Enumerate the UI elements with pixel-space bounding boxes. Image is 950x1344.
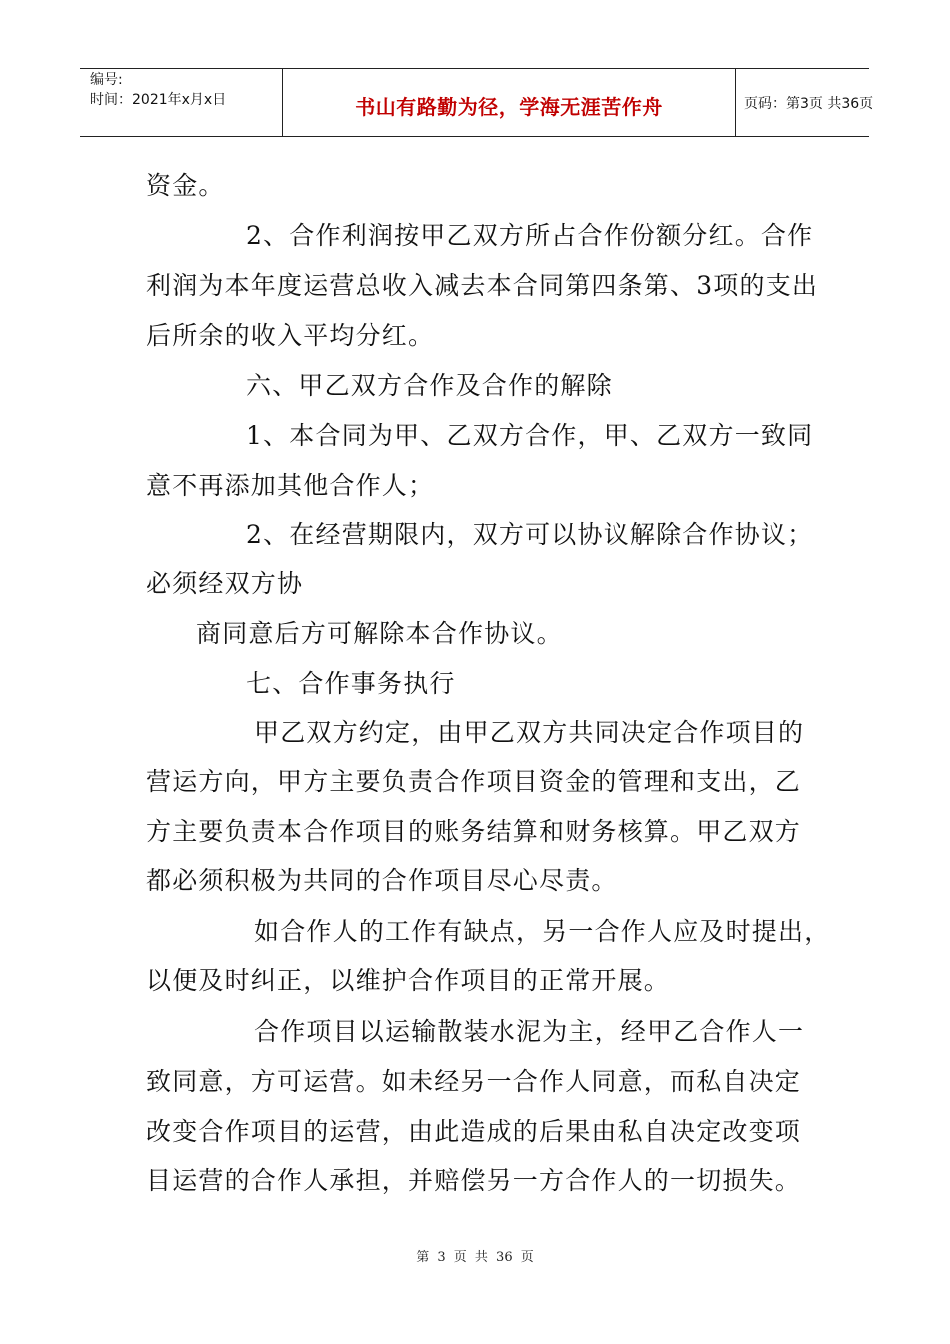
header-meta-cell [80,69,282,136]
document-date-label: 时间：2021年x月x日 [90,92,227,108]
body-line: 致同意，方可运营。如未经另一合作人同意，而私自决定 [146,1067,802,1096]
header-motto: 书山有路勤为径，学海无涯苦作舟 [355,95,663,119]
body-line: 商同意后方可解除本合作协议。 [196,619,563,648]
body-line: 2、合作利润按甲乙双方所占合作份额分红。合作 [246,221,814,250]
body-line: 如合作人的工作有缺点，另一合作人应及时提出， [254,917,831,946]
body-line: 改变合作项目的运营，由此造成的后果由私自决定改变项 [146,1117,802,1146]
body-line: 营运方向，甲方主要负责合作项目资金的管理和支出，乙 [146,767,802,796]
header-page-info: 页码：第3页 共36页 [744,96,874,112]
header-motto-cell [282,69,736,136]
header-page-cell [736,69,874,136]
body-line: 意不再添加其他合作人； [146,471,435,500]
body-line: 1、本合同为甲、乙双方合作，甲、乙双方一致同 [246,421,814,450]
body-line: 后所余的收入平均分红。 [146,321,435,350]
section-heading: 六、甲乙双方合作及合作的解除 [246,371,613,400]
body-line: 以便及时纠正，以维护合作项目的正常开展。 [146,966,671,995]
body-line: 甲乙双方约定，由甲乙双方共同决定合作项目的 [254,718,805,747]
page-footer: 第 3 页 共 36 页 [416,1250,534,1265]
document-number-label: 编号: [90,72,123,88]
page-header [80,68,874,137]
body-line: 目运营的合作人承担，并赔偿另一方合作人的一切损失。 [146,1166,802,1195]
body-line: 方主要负责本合作项目的账务结算和财务核算。甲乙双方 [146,817,802,846]
section-heading: 七、合作事务执行 [246,669,456,698]
body-line: 利润为本年度运营总收入减去本合同第四条第、3项的支出 [146,271,819,300]
body-line: 都必须积极为共同的合作项目尽心尽责。 [146,866,618,895]
body-line: 2、在经营期限内，双方可以协议解除合作协议； [246,520,814,549]
body-line: 资金。 [146,171,225,200]
body-line: 合作项目以运输散装水泥为主，经甲乙合作人一 [254,1017,805,1046]
body-line: 必须经双方协 [146,569,304,598]
